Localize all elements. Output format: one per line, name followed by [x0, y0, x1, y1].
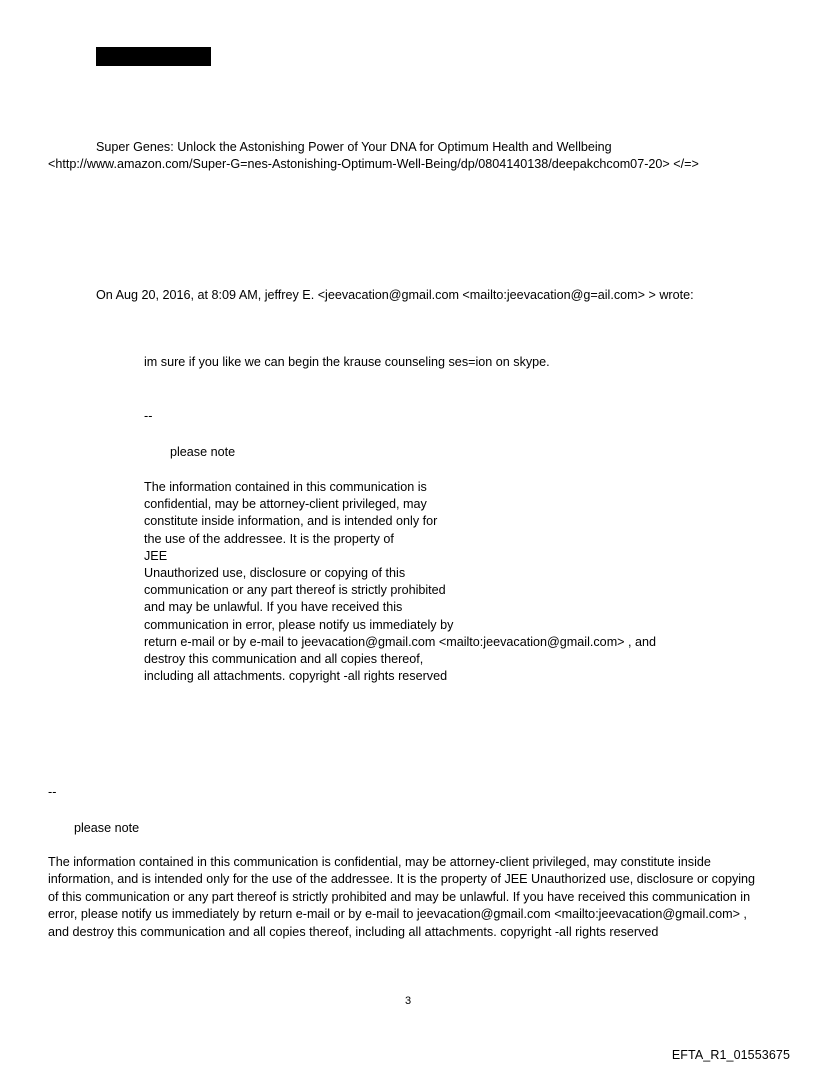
inner-message-body: im sure if you like we can begin the krause counseling ses=ion on skype. [144, 355, 550, 369]
disclaimer-line: return e-mail or by e-mail to jeevacation@gmail.com <mailto:jeevacation@gmail.com> , and [144, 634, 657, 649]
disclaimer-line: JEE [144, 548, 168, 563]
book-link-line[interactable]: <http://www.amazon.com/Super-G=nes-Astonishing-Optimum-Well-Being/dp/0804140138/deepakchcom07-20> </=> [48, 157, 699, 171]
outer-disclaimer: The information contained in this communication is confidential, may be attorney-client privileged, may constitute inside information, and is intended only for the use of the addressee. It is the property of JEE Unauthorized use, disclosure or copying of this communication or any part thereof is strictly prohibited and may be unlawful. If you have received this communication in error, please notify us immediately by return e-mail or by e-mail to jeevacation@gmail.com <mailto:jeevacation@gmail.com> , and destroy this communication and all copies thereof, including all attachments. copyright -all rights reserved [48, 855, 756, 939]
book-title-line: Super Genes: Unlock the Astonishing Power of Your DNA for Optimum Health and Wellbeing [96, 140, 612, 154]
inner-separator: -- [144, 409, 153, 423]
disclaimer-line: confidential, may be attorney-client privileged, may [144, 497, 427, 512]
inner-note-heading: please note [170, 445, 236, 459]
outer-note-heading: please note [74, 821, 140, 835]
disclaimer-line: communication in error, please notify us immediately by [144, 617, 454, 632]
inner-disclaimer [144, 479, 656, 685]
disclaimer-line: communication or any part thereof is strictly prohibited [144, 583, 446, 598]
disclaimer-line: including all attachments. copyright -all rights reserved [144, 669, 448, 684]
redaction-bar [96, 47, 211, 66]
outer-separator: -- [48, 785, 57, 799]
quoted-header: On Aug 20, 2016, at 8:09 AM, jeffrey E. <jeevacation@gmail.com <mailto:jeevacation@g=ail.com> > wrote: [96, 288, 694, 302]
bates-number: EFTA_R1_01553675 [671, 1048, 790, 1062]
disclaimer-line: constitute inside information, and is intended only for [144, 514, 438, 529]
disclaimer-line: and may be unlawful. If you have received this [144, 600, 403, 615]
disclaimer-line: destroy this communication and all copies thereof, [144, 652, 424, 667]
disclaimer-line: The information contained in this communication is [144, 480, 427, 494]
disclaimer-line: Unauthorized use, disclosure or copying of this [144, 566, 406, 581]
disclaimer-line: the use of the addressee. It is the property of [144, 531, 394, 546]
page-number: 3 [404, 995, 412, 1007]
